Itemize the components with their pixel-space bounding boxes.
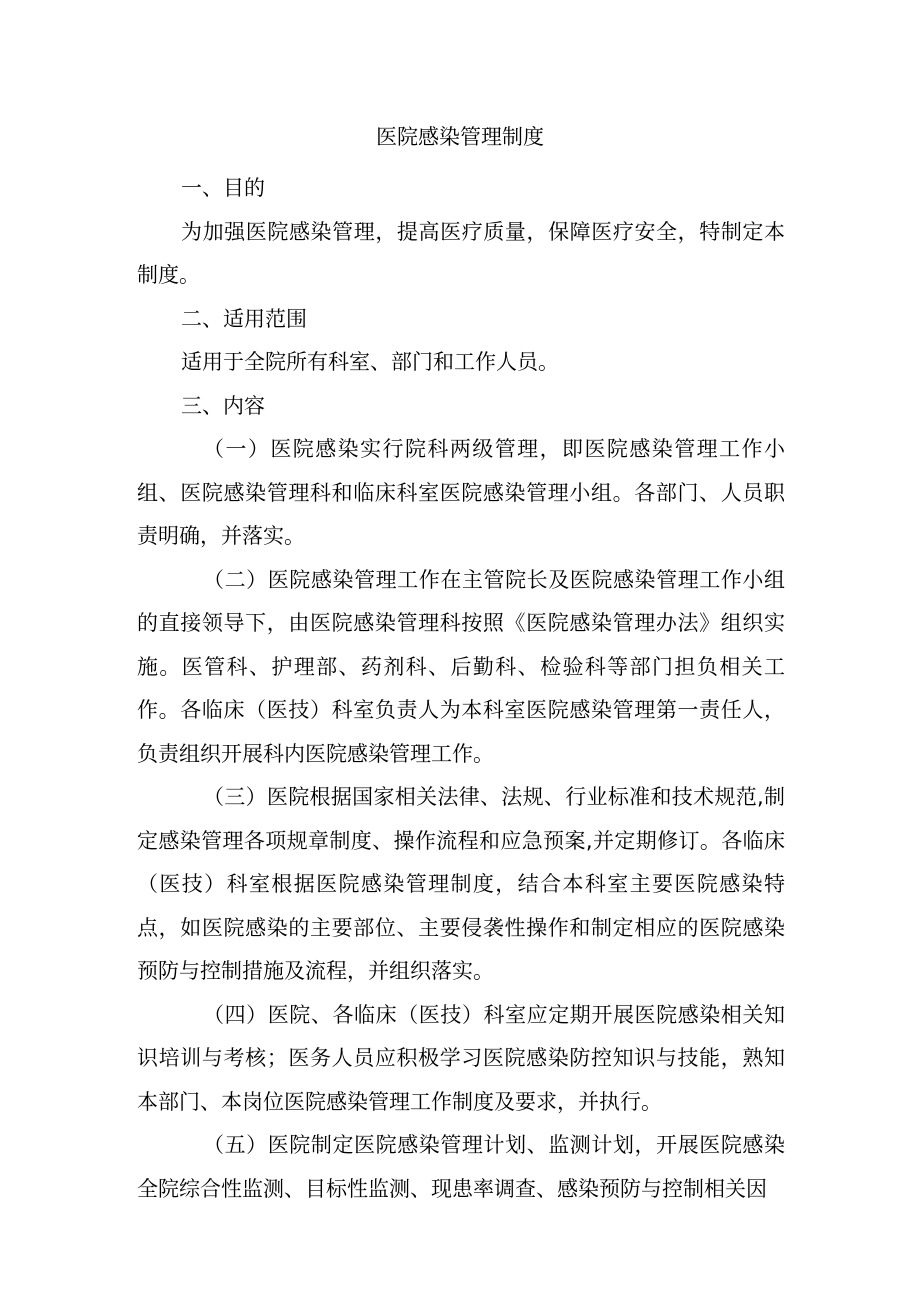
document-body (137, 167, 785, 1211)
section-heading-purpose: 一、目的 (181, 176, 265, 200)
document-title: 医院感染管理制度 (376, 125, 544, 149)
content-item-1: （一）医院感染实行院科两级管理，即医院感染管理工作小组、医院感染管理科和临床科室医院感染管理小组。各部门、人员职责明确，并落实。 (137, 437, 785, 548)
content-item-4: （四）医院、各临床（医技）科室应定期开展医院感染相关知识培训与考核；医务人员应积极学习医院感染防控知识与技能，熟知本部门、本岗位医院感染管理工作制度及要求，并执行。 (137, 1002, 785, 1114)
content-item-3: （三）医院根据国家相关法律、法规、行业标准和技术规范,制定感染管理各项规章制度、操作流程和应急预案,并定期修订。各临床（医技）科室根据医院感染管理制度，结合本科室主要医院感染特点，如医院感染的主要部位、主要侵袭性操作和制定相应的医院感染预防与控制措施及流程，并组织落实。 (137, 785, 785, 983)
purpose-text: 为加强医院感染管理，提高医疗质量，保障医疗安全，特制定本制度。 (137, 219, 785, 287)
section-heading-content: 三、内容 (181, 393, 265, 418)
content-item-5: （五）医院制定医院感染管理计划、监测计划，开展医院感染全院综合性监测、目标性监测、现患率调查、感染预防与控制相关因 (137, 1133, 785, 1201)
scope-text: 适用于全院所有科室、部门和工作人员。 (181, 350, 559, 374)
section-heading-scope: 二、适用范围 (181, 306, 307, 331)
content-item-2: （二）医院感染管理工作在主管院长及医院感染管理工作小组的直接领导下，由医院感染管理科按照《医院感染管理办法》组织实施。医管科、护理部、药剂科、后勤科、检验科等部门担负相关工作。各临床（医技）科室负责人为本科室医院感染管理第一责任人，负责组织开展科内医院感染管理工作。 (137, 567, 785, 766)
